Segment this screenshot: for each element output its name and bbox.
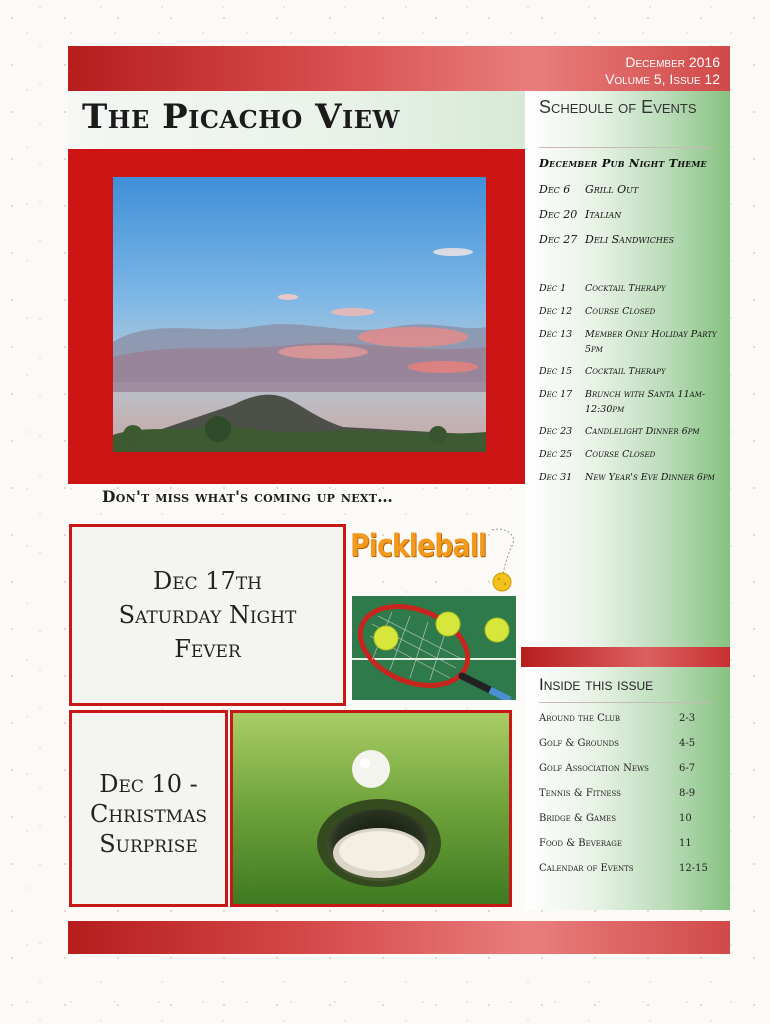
toc-pages: 4-5: [679, 738, 696, 749]
event-title: Grill Out: [585, 183, 639, 196]
toc-pages: 12-15: [679, 863, 708, 874]
inside-issue-bar: [521, 647, 730, 667]
tennis-racket-photo: [352, 596, 516, 700]
event-title: Candlelight Dinner 6pm: [585, 426, 700, 437]
event-date: Dec 15: [539, 366, 573, 377]
event-date: Dec 31: [539, 472, 573, 483]
toc-pages: 2-3: [679, 713, 696, 724]
divider: [539, 702, 714, 703]
toc-section: Food & Beverage: [539, 838, 622, 849]
issue-date: December 2016: [625, 54, 720, 70]
event-title: Italian: [585, 208, 622, 221]
toc-section: Golf Association News: [539, 763, 649, 774]
inside-issue-panel: [525, 667, 730, 910]
event-date: Dec 17: [539, 389, 573, 400]
event-box-line: Dec 10 -: [99, 770, 198, 798]
golf-photo-frame: [230, 710, 512, 907]
toc-section: Bridge & Games: [539, 813, 617, 824]
event-date: Dec 1: [539, 283, 567, 294]
event-box-line: Dec 17th: [153, 567, 262, 595]
pickleball-title: Pickleball: [350, 528, 487, 564]
toc-pages: 8-9: [679, 788, 696, 799]
photo-frame: [68, 149, 525, 484]
event-date: Dec 27: [539, 233, 578, 246]
event-box-christmas-surprise: [69, 710, 228, 907]
event-box-text: [72, 564, 343, 666]
inside-issue-heading: Inside this issue: [539, 675, 654, 694]
event-box-line: Christmas: [89, 800, 208, 828]
issue-volume: Volume 5, Issue 12: [605, 71, 720, 87]
golf-ball-hole-photo: [233, 713, 509, 904]
top-banner: [68, 46, 730, 91]
schedule-sidebar: [525, 91, 730, 647]
event-title: New Year's Eve Dinner 6pm: [585, 472, 715, 483]
pub-theme-title: December Pub Night Theme: [539, 156, 707, 170]
schedule-heading: Schedule of Events: [539, 97, 697, 117]
dont-miss-heading: Don't miss what's coming up next…: [102, 487, 394, 506]
toc-section: Around the Club: [539, 713, 621, 724]
event-date: Dec 23: [539, 426, 573, 437]
event-date: Dec 6: [539, 183, 571, 196]
toc-pages: 10: [679, 813, 692, 824]
divider: [539, 147, 714, 148]
toc-pages: 11: [679, 838, 692, 849]
event-title: Brunch with Santa 11am-12:30pm: [585, 389, 706, 415]
event-title: Cocktail Therapy: [585, 366, 666, 377]
event-title: Cocktail Therapy: [585, 283, 666, 294]
event-title: Course Closed: [585, 449, 656, 460]
event-title: Member Only Holiday Party 5pm: [585, 329, 717, 355]
mountain-sunset-photo: [113, 177, 486, 452]
toc-section: Calendar of Events: [539, 863, 634, 874]
toc-section: Golf & Grounds: [539, 738, 619, 749]
event-box-text: [72, 769, 225, 859]
title-band: [68, 91, 525, 149]
event-date: Dec 13: [539, 329, 573, 340]
issue-info: [605, 54, 720, 88]
event-title: Deli Sandwiches: [585, 233, 675, 246]
event-date: Dec 12: [539, 306, 573, 317]
page-title: The Picacho View: [82, 97, 400, 137]
pickleball-ball-icon: [488, 526, 520, 594]
event-box-line: Saturday Night: [118, 601, 297, 629]
pickleball-graphic: [350, 526, 520, 712]
event-box-saturday-night-fever: [69, 524, 346, 706]
event-date: Dec 20: [539, 208, 578, 221]
event-box-line: Surprise: [99, 830, 198, 858]
toc-pages: 6-7: [679, 763, 696, 774]
event-title: Course Closed: [585, 306, 656, 317]
bottom-banner: [68, 921, 730, 954]
event-box-line: Fever: [174, 635, 241, 663]
event-date: Dec 25: [539, 449, 573, 460]
toc-section: Tennis & Fitness: [539, 788, 621, 799]
